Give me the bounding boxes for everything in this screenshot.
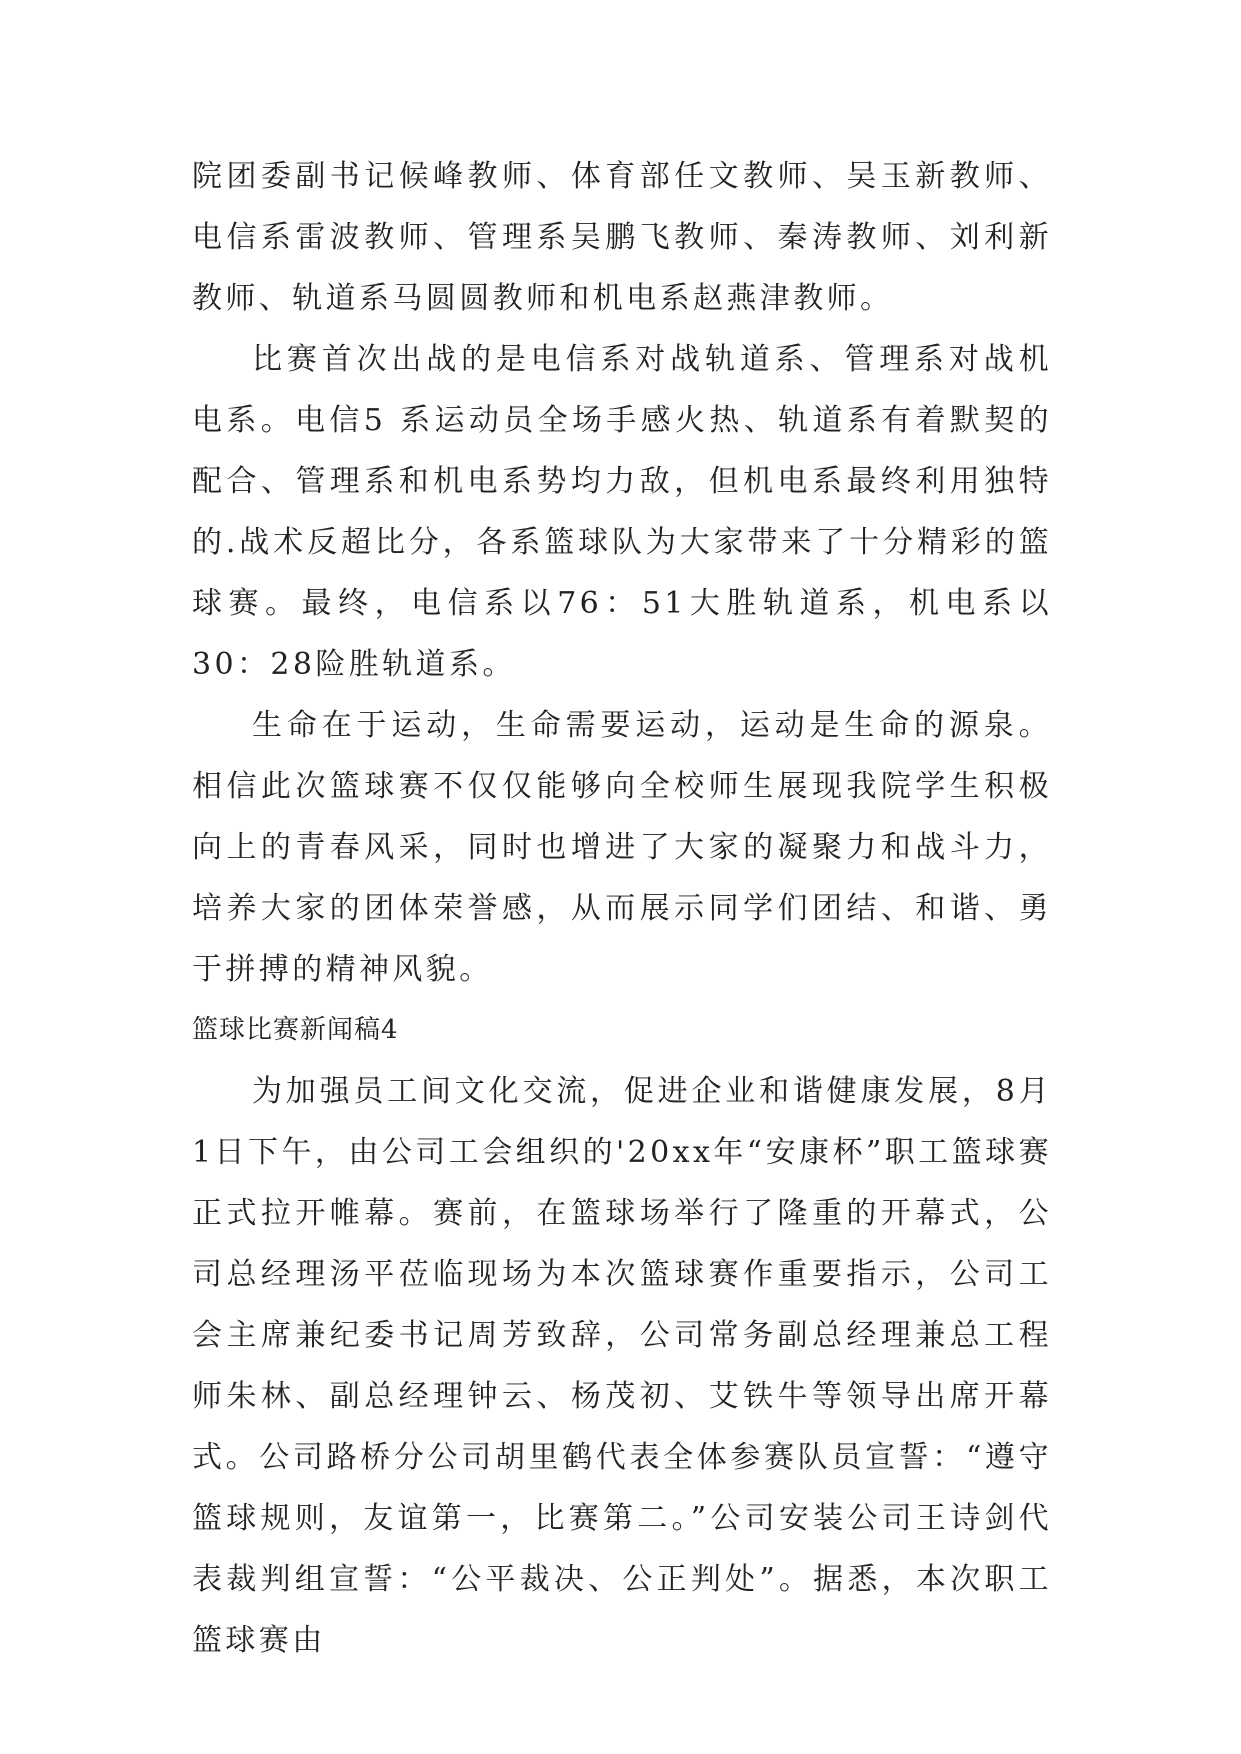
paragraph-2: 比赛首次出战的是电信系对战轨道系、管理系对战机电系。电信5 系运动员全场手感火热、轨道系有着默契的配合、管理系和机电系势均力敌，但机电系最终利用独特的.战术反超比分，各系篮球队为大家带来了十分精彩的篮球赛。最终，电信系以76：51大胜轨道系，机电系以30：28险胜轨道系。 [192,342,1052,682]
section-title: 篮球比赛新闻稿4 [192,1015,399,1045]
paragraph-1: 院团委副书记候峰教师、体育部任文教师、吴玉新教师、电信系雷波教师、管理系吴鹏飞教师、秦涛教师、刘利新教师、轨道系马圆圆教师和机电系赵燕津教师。 [192,159,1052,316]
paragraph-3: 生命在于运动，生命需要运动，运动是生命的源泉。相信此次篮球赛不仅仅能够向全校师生展现我院学生积极向上的青春风采，同时也增进了大家的凝聚力和战斗力，培养大家的团体荣誉感，从而展示同学们团结、和谐、勇于拼搏的精神风貌。 [192,708,1052,987]
document-page [192,146,1052,1671]
paragraph-4: 为加强员工间文化交流，促进企业和谐健康发展，8月1日下午，由公司工会组织的'20xx年“安康杯”职工篮球赛正式拉开帷幕。赛前，在篮球场举行了隆重的开幕式，公司总经理汤平莅临现场为本次篮球赛作重要指示，公司工会主席兼纪委书记周芳致辞，公司常务副总经理兼总工程师朱林、副总经理钟云、杨茂初、艾铁牛等领导出席开幕式。公司路桥分公司胡里鹤代表全体参赛队员宣誓：“遵守篮球规则，友谊第一，比赛第二。”公司安装公司王诗剑代表裁判组宣誓：“公平裁决、公正判处”。据悉，本次职工篮球赛由 [192,1074,1052,1658]
